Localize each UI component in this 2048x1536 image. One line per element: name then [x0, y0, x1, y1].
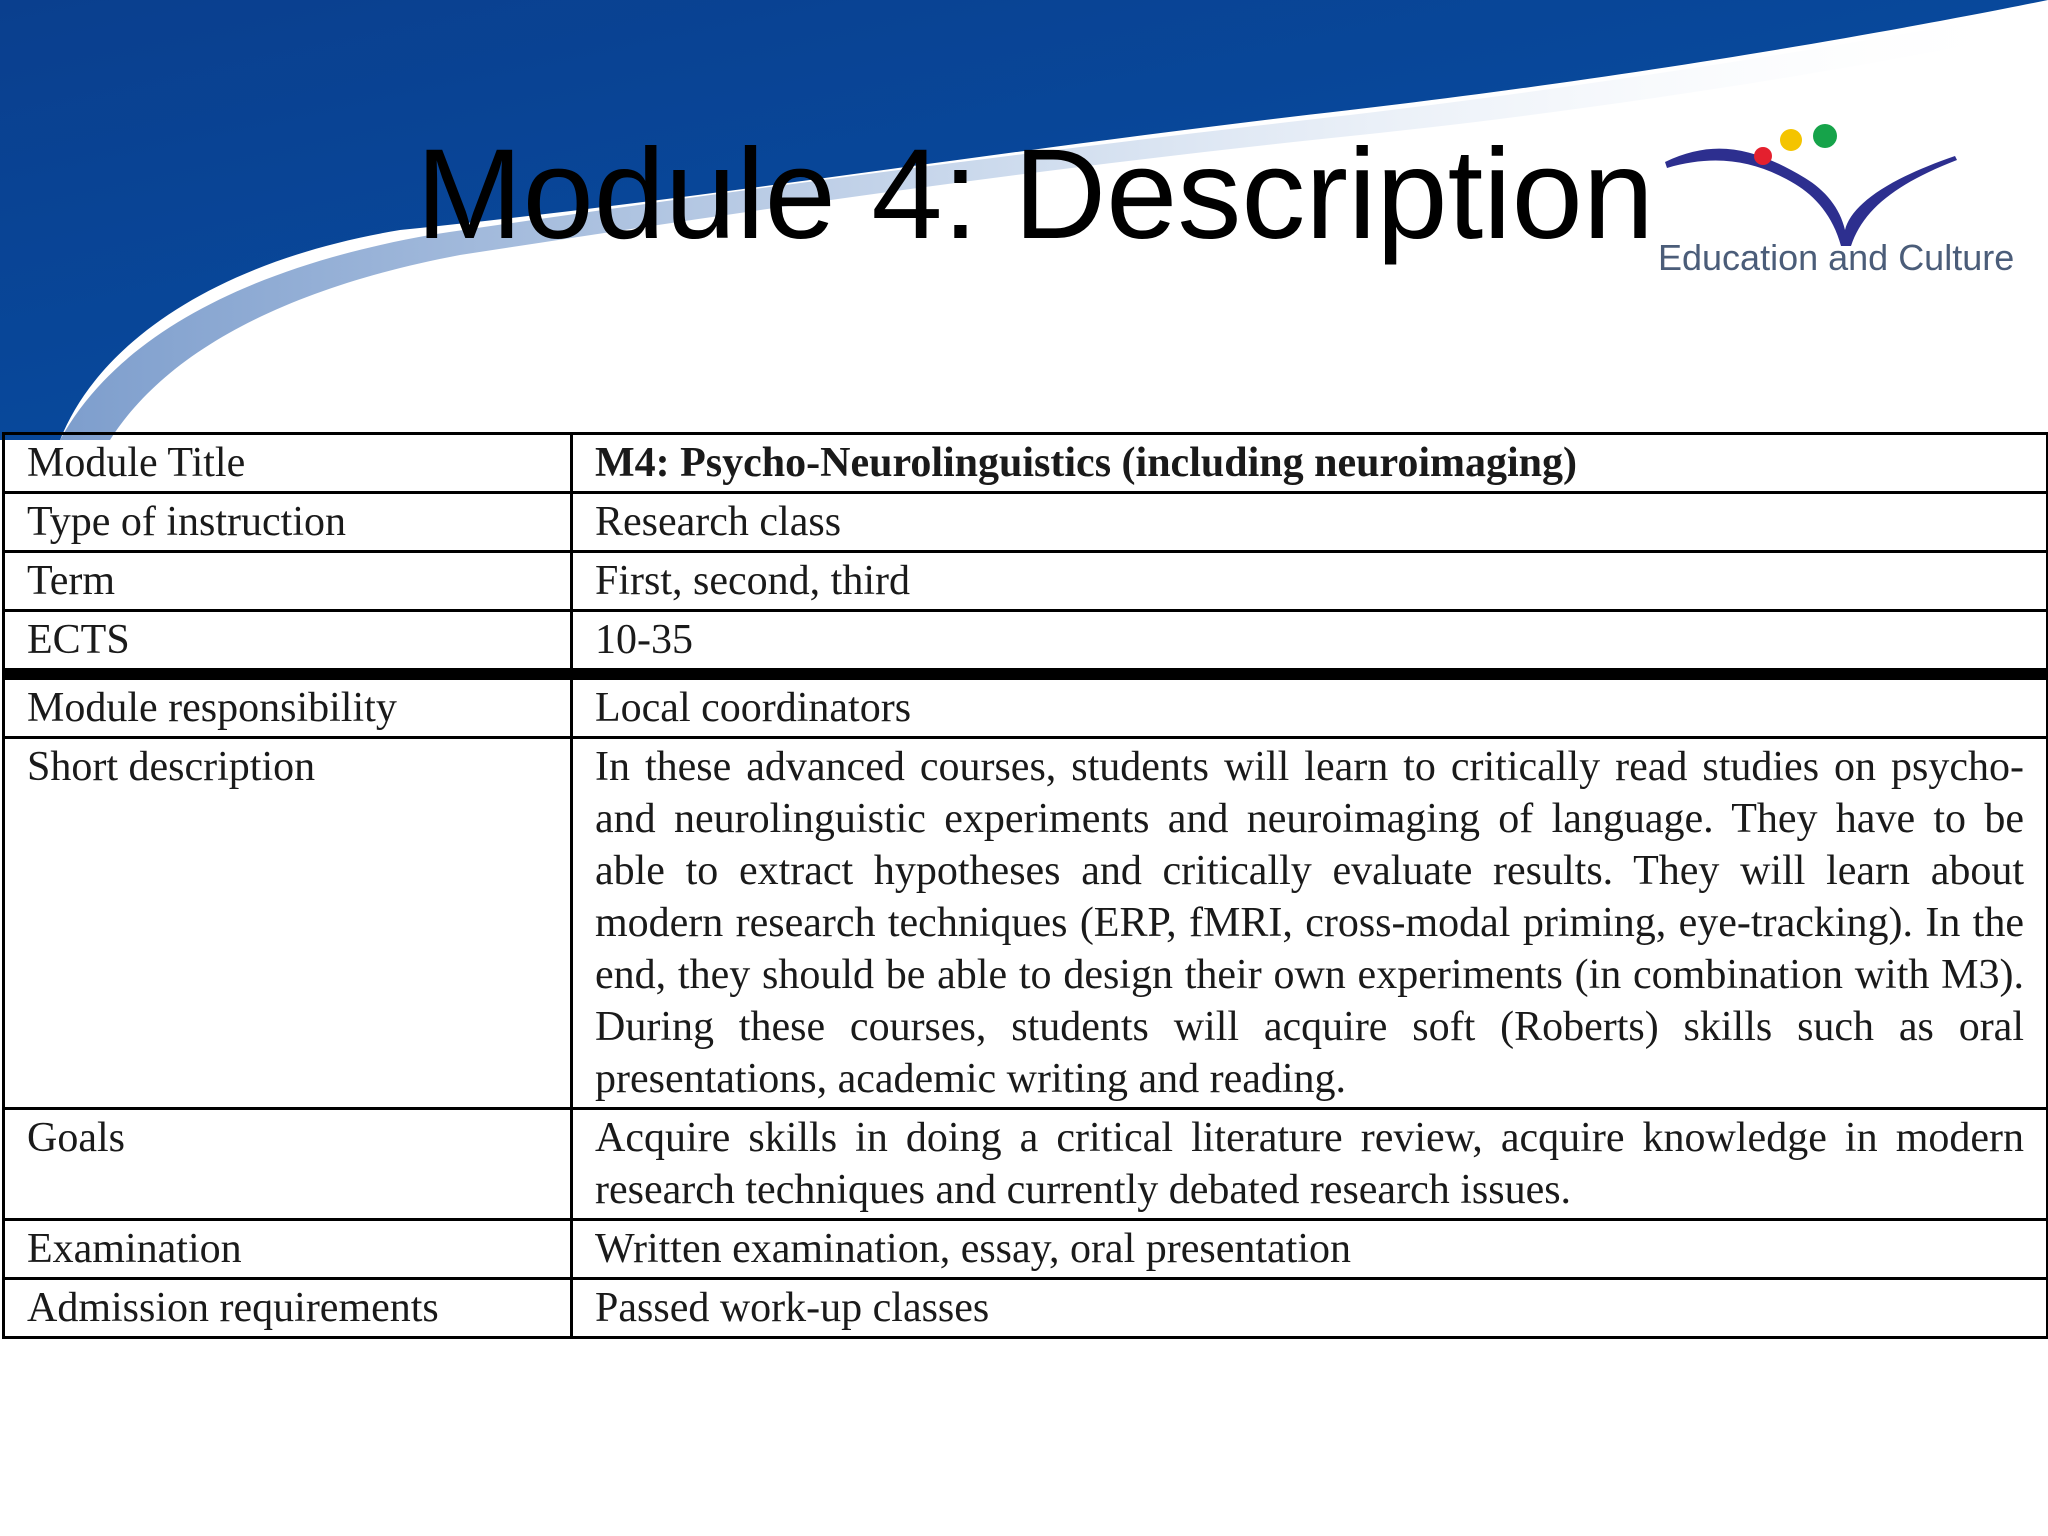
logo-swoosh-icon	[1665, 149, 1957, 246]
row-label: Term	[4, 552, 572, 611]
row-label: Goals	[4, 1109, 572, 1220]
row-value: M4: Psycho-Neurolinguistics (including neuroimaging)	[572, 434, 2048, 493]
logo-green-dot-icon	[1813, 124, 1837, 148]
table-row-ects	[4, 611, 2048, 675]
row-value: First, second, third	[572, 552, 2048, 611]
table-row-examination	[4, 1220, 2048, 1279]
row-label: Short description	[4, 738, 572, 1109]
row-value: Local coordinators	[572, 674, 2048, 738]
row-value: Passed work-up classes	[572, 1279, 2048, 1338]
row-value: Research class	[572, 493, 2048, 552]
table-row-type-of-instruction	[4, 493, 2048, 552]
row-label: Admission requirements	[4, 1279, 572, 1338]
logo-caption: Education and Culture	[1658, 237, 2015, 278]
row-value: In these advanced courses, students will learn to critically read studies on psycho- and neurolinguistic experiments and neuroimaging of language. They have to be able to extract hypotheses and critically evaluate results. They will learn about modern research techniques (ERP, fMRI, cross-modal priming, eye-tracking). In the end, they should be able to design their own experiments (in combination with M3). During these courses, students will acquire soft (Roberts) skills such as oral presentations, academic writing and reading.	[572, 738, 2048, 1109]
row-label: Module Title	[4, 434, 572, 493]
table-row-module-title	[4, 434, 2048, 493]
logo-red-dot-icon	[1754, 147, 1772, 165]
table-row-module-responsibility	[4, 674, 2048, 738]
table-row-admission-requirements	[4, 1279, 2048, 1338]
row-label: Examination	[4, 1220, 572, 1279]
table-row-term	[4, 552, 2048, 611]
row-value: 10-35	[572, 611, 2048, 675]
row-label: Module responsibility	[4, 674, 572, 738]
table-row-short-description	[4, 738, 2048, 1109]
row-label: ECTS	[4, 611, 572, 675]
row-value: Acquire skills in doing a critical literature review, acquire knowledge in modern research techniques and currently debated research issues.	[572, 1109, 2048, 1220]
table-row-goals	[4, 1109, 2048, 1220]
row-value: Written examination, essay, oral presentation	[572, 1220, 2048, 1279]
slide-title: Module 4: Description	[416, 123, 1654, 266]
logo-yellow-dot-icon	[1780, 129, 1802, 151]
module-description-table	[2, 432, 2048, 1339]
row-label: Type of instruction	[4, 493, 572, 552]
